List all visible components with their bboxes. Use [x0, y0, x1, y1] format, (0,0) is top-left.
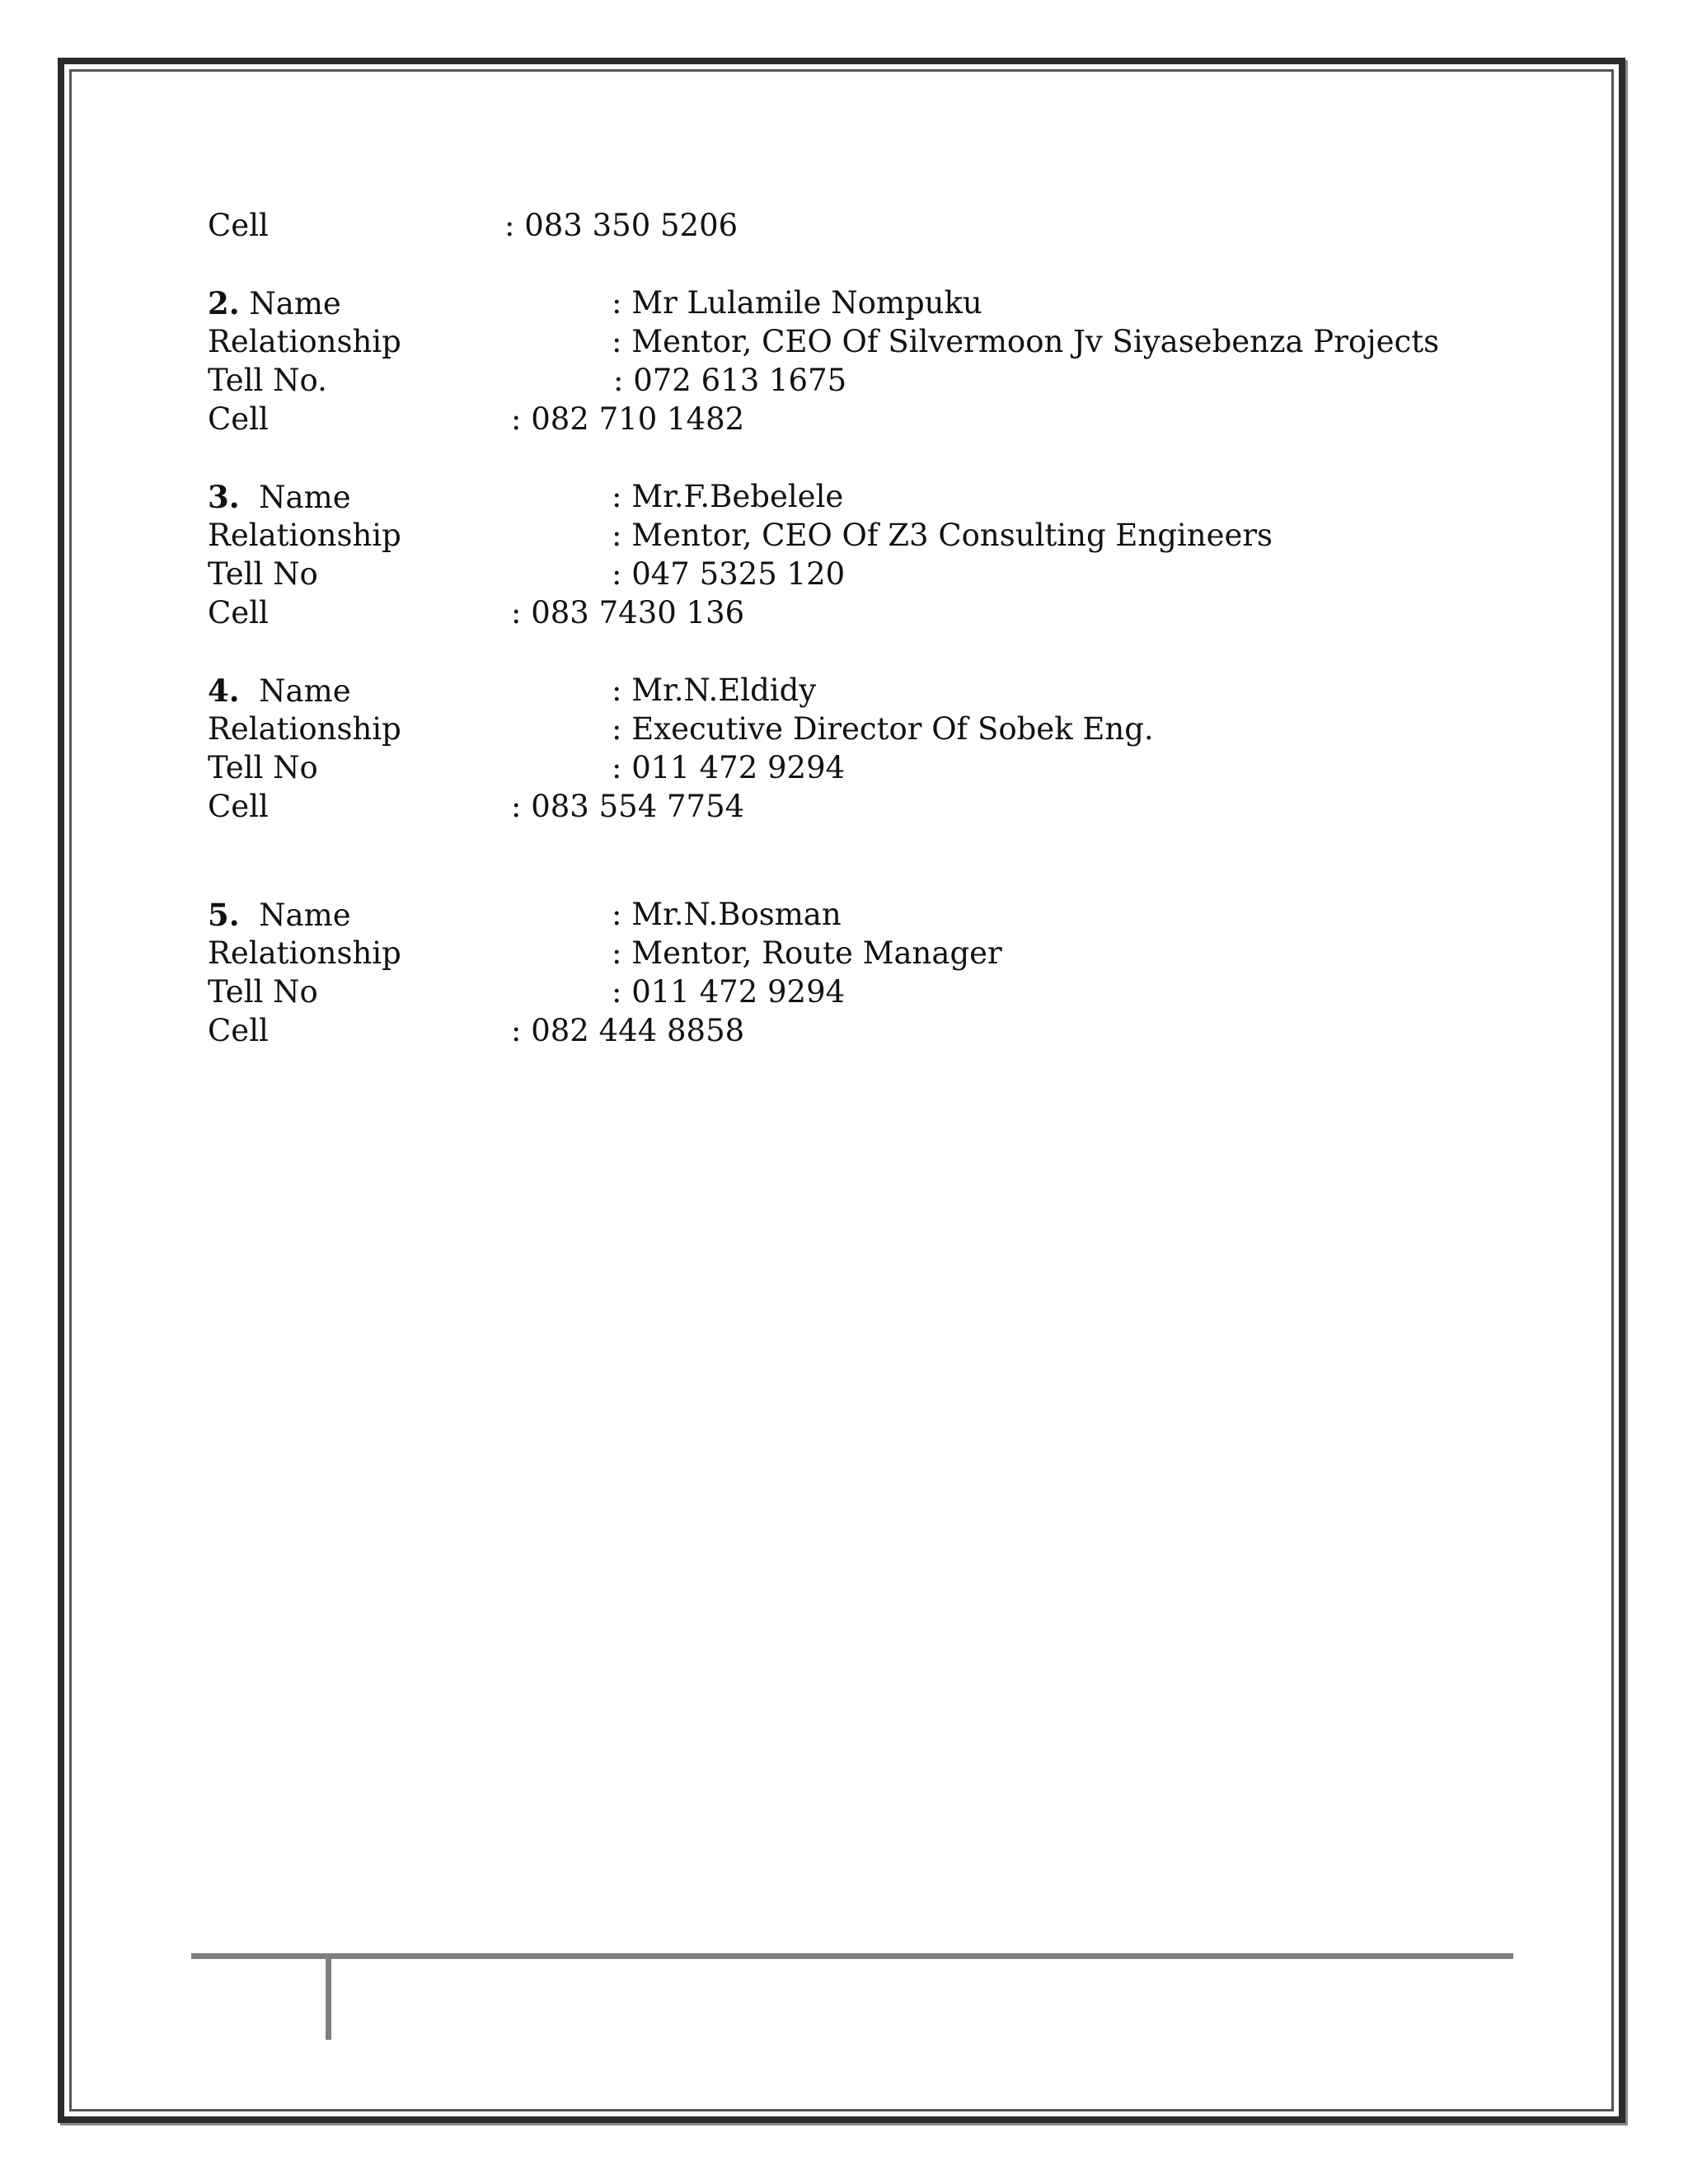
cell-label: Cell [208, 401, 269, 437]
relationship-value: : Executive Director Of Sobek Eng. [612, 711, 1154, 747]
footer-rule [191, 1953, 1513, 1959]
cell-value: : 083 554 7754 [511, 789, 745, 824]
relationship-value: : Mentor, CEO Of Z3 Consulting Engineers [612, 518, 1273, 553]
tell-label: Tell No [208, 974, 318, 1010]
cell-value: : 083 350 5206 [504, 208, 738, 243]
name-value: : Mr.F.Bebelele [612, 479, 844, 514]
name-label: Name [259, 673, 351, 709]
name-label: Name [259, 898, 351, 933]
tell-label: Tell No. [208, 363, 327, 398]
footer-divider [326, 1957, 331, 2040]
cell-value: : 082 444 8858 [511, 1013, 745, 1048]
reference-number: 2. [208, 285, 240, 321]
cell-label: Cell [208, 208, 269, 243]
relationship-label: Relationship [208, 518, 401, 553]
cell-label: Cell [208, 789, 269, 824]
tell-value: : 011 472 9294 [612, 974, 846, 1010]
relationship-label: Relationship [208, 711, 401, 747]
name-value: : Mr Lulamile Nompuku [612, 285, 982, 321]
relationship-label: Relationship [208, 324, 401, 359]
name-value: : Mr.N.Eldidy [612, 673, 817, 708]
relationship-value: : Mentor, Route Manager [612, 935, 1002, 971]
cell-value: : 082 710 1482 [511, 401, 745, 437]
tell-label: Tell No [208, 750, 318, 785]
reference-number: 3. [208, 479, 240, 515]
cell-label: Cell [208, 1013, 269, 1048]
cell-value: : 083 7430 136 [511, 595, 745, 630]
name-label: Name [249, 286, 341, 321]
tell-value: : 011 472 9294 [612, 750, 846, 785]
tell-label: Tell No [208, 556, 318, 592]
relationship-value: : Mentor, CEO Of Silvermoon Jv Siyasebenza Projects [612, 324, 1440, 359]
reference-number: 4. [208, 673, 240, 709]
tell-value: : 072 613 1675 [613, 363, 847, 398]
name-value: : Mr.N.Bosman [612, 897, 842, 932]
reference-number: 5. [208, 897, 240, 933]
name-label: Name [259, 480, 351, 515]
tell-value: : 047 5325 120 [612, 556, 846, 592]
relationship-label: Relationship [208, 935, 401, 971]
cell-label: Cell [208, 595, 269, 630]
